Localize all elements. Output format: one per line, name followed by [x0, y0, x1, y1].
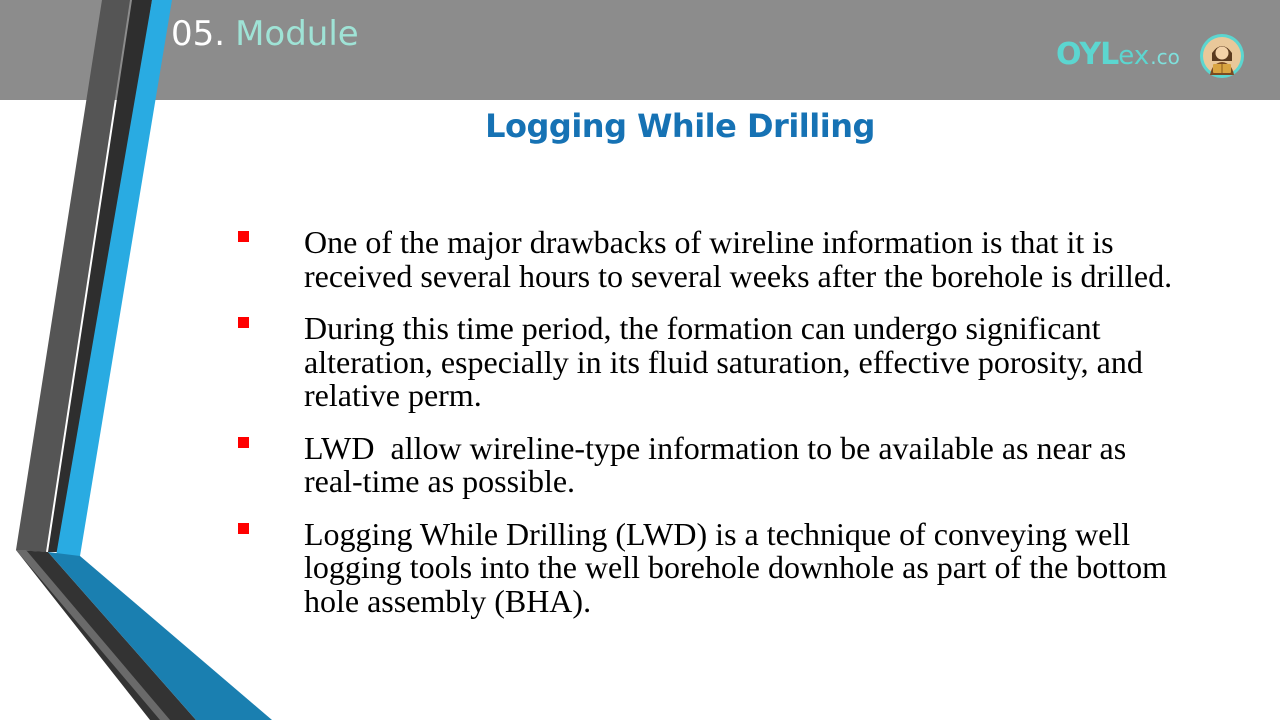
- bullet-text: Logging While Drilling (LWD) is a technique of conveying well logging tools into the well borehole downhole as part of the bottom hole assembly (BHA).: [304, 515, 1167, 619]
- module-number: 05.: [171, 14, 226, 54]
- logo-lex: ex: [1118, 41, 1150, 71]
- bullet-text: LWD allow wireline-type information to be available as near as real-time as possible.: [304, 429, 1135, 499]
- brand-logo: [1056, 32, 1256, 82]
- bullet-item: [236, 429, 1176, 499]
- logo-suffix: .co: [1150, 45, 1180, 69]
- bullet-square-icon: [238, 523, 249, 534]
- reading-person-icon: [1199, 33, 1245, 79]
- logo-main: OYL: [1056, 37, 1119, 72]
- bullet-list: [236, 226, 1176, 637]
- slide-title: Logging While Drilling: [485, 107, 875, 145]
- bullet-square-icon: [238, 317, 249, 328]
- module-heading: [171, 12, 359, 56]
- bullet-text: One of the major drawbacks of wireline information is that it is received several hours to several weeks after the borehole is drilled.: [304, 224, 1173, 294]
- module-word: Module: [235, 14, 359, 54]
- bullet-square-icon: [238, 231, 249, 242]
- bullet-square-icon: [238, 437, 249, 448]
- bullet-text: During this time period, the formation can undergo significant alteration, especially in its fluid saturation, effective porosity, and relative perm.: [304, 310, 1143, 413]
- logo-text: [1056, 38, 1180, 76]
- bullet-item: [236, 226, 1176, 293]
- bullet-item: [236, 312, 1176, 413]
- bullet-item: [236, 515, 1176, 619]
